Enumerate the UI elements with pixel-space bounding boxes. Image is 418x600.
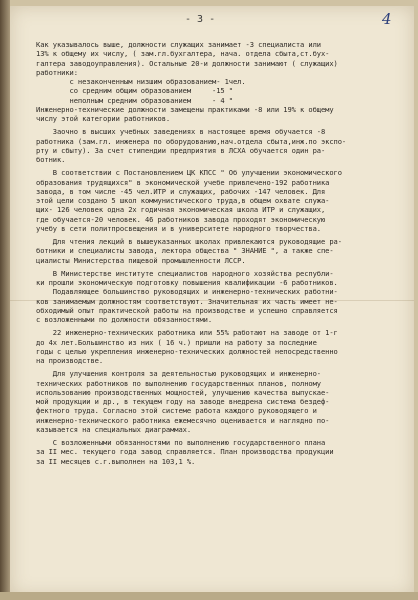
archive-page-number: 4: [382, 10, 392, 28]
text-line: Для улучшения контроля за деятельностью руководящих и инженерно-: [36, 369, 321, 379]
paragraph: [36, 237, 386, 265]
text-line: ков занимаемым должностям соответствуют. Значительная их часть имеет не-: [36, 296, 338, 306]
text-line: С возложенными обязанностями по выполнению государственного плана: [36, 438, 326, 447]
text-line: Для чтения лекций в вышеуказанных школах привлекаются руководящие ра-: [36, 237, 342, 246]
text-line: Заочно в высших учебных заведениях в настоящее время обучается -8: [36, 127, 326, 137]
text-line: казывается на специальных диаграммах.: [36, 424, 192, 434]
text-line: Инженерно-технические должности замещены практиками -8 или 19% к общему: [36, 104, 334, 114]
text-line: В Министерстве институте специалистов народного хозяйства республи-: [36, 268, 334, 278]
text-line: технических работников по выполнению государственных планов, полному: [36, 378, 321, 388]
paragraph: [36, 269, 386, 325]
text-line: за II мес. текущего года завод справляется. План производства продукции: [36, 447, 334, 457]
text-line: В соответствии с Постановлением ЦК КПСС " Об улучшении экономического: [36, 168, 342, 178]
text-line: со средним общим образованием -15 ": [36, 86, 233, 96]
text-line: инженерно-технического работника ежемесячно оценивается и наглядно по-: [36, 415, 330, 425]
text-line: за II месяцев с.г.выполнен на 103,1 %.: [36, 456, 196, 466]
text-line: ки прошли экономическую подготовку повышения квалификации -6 работников.: [36, 278, 338, 287]
text-line: ботники и специалисты завода, лектора общества " ЗНАНИЕ ", а также спе-: [36, 246, 334, 256]
text-line: щих- 126 человек одна 2х годичная экономическая школа ИТР и служащих,: [36, 205, 326, 215]
text-line: до 4х лет.Большинство из них ( 16 ч.) пришли на работу за последние: [36, 337, 317, 347]
text-line: этой цели создано 5 школ коммунистического труда,в общем охвате служа-: [36, 196, 330, 205]
paragraph: [36, 438, 386, 466]
text-line: фектного труда. Согласно этой системе работа каждого руководящего и: [36, 406, 317, 416]
paragraph: [36, 328, 386, 365]
text-line: числу этой категории работников.: [36, 114, 171, 123]
text-line: годы с целью укрепления инженерно-технических должностей непосредственно: [36, 346, 338, 356]
text-line: ботник.: [36, 155, 66, 164]
document-body: [36, 40, 386, 466]
text-line: рту и сбыту). За счет стипендии предприятия в ЛСХА обучается один ра-: [36, 145, 326, 155]
text-line: на производстве.: [36, 356, 104, 365]
text-line: работники:: [36, 67, 78, 77]
text-line: где обучается-20 человек. 46 работников завода проходят экономическую: [36, 214, 326, 224]
text-line: циалисты Министерства пищевой промышленности ЛССР.: [36, 255, 246, 265]
paragraph: [36, 168, 386, 233]
paragraph: [36, 127, 386, 164]
text-line: с незаконченным низшим образованием- 1чел.: [36, 77, 246, 86]
text-line: использованию производственных мощностей, улучшению качества выпускае-: [36, 387, 330, 397]
page-edge-shadow: [0, 0, 10, 600]
paragraph: [36, 369, 386, 434]
text-line: учебу в сети политпросвещения и в университете народного творчества.: [36, 223, 321, 233]
text-line: Подавляющее большинство руководящих и инженерно-технических работни-: [36, 287, 338, 297]
text-line: 13% к общему их числу, ( зам.гл.бухгалтера, нача. отдела сбыта,ст.бух-: [36, 49, 330, 59]
paragraph: [36, 40, 386, 123]
page-number: - 3 -: [185, 14, 216, 25]
text-line: Как указывалось выше, должности служащих занимает -3 специалиста или: [36, 40, 321, 49]
text-line: неполным средним образованием - 4 ": [36, 95, 233, 105]
text-line: мой продукции и др., в текущем году на заводе внедрена система бездеф-: [36, 397, 330, 406]
text-line: галтера заводоуправления). Остальные 20-и должности занимают ( служащих): [36, 58, 338, 68]
bottom-binding-strip: [0, 592, 418, 600]
text-line: 22 инженерно-технических работника или 55% работают на заводе от 1-г: [36, 328, 338, 338]
text-line: с возложенными по должности обязанностями.: [36, 315, 213, 324]
text-line: обходимый опыт практической работы на производстве и успешно справляется: [36, 305, 338, 315]
text-line: работника (зам.гл. инженера по оборудованию,нач.отдела сбыта,инж.по экспо-: [36, 136, 347, 146]
text-line: образования трудящихся" в экономической учебе привлечено-192 работника: [36, 177, 330, 187]
text-line: завода, в том числе -45 чел.ИТР и служащих, рабочих -147 человек. Для: [36, 186, 326, 196]
